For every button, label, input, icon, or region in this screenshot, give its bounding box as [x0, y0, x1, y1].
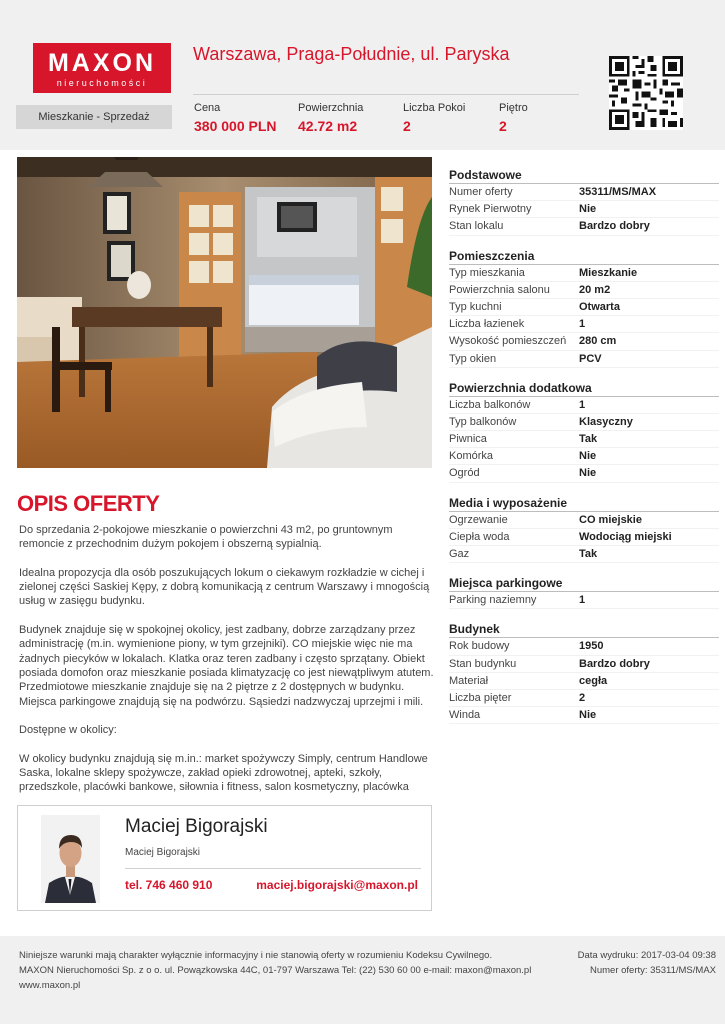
description-paragraph: W okolicy budynku znajdują się m.in.: market spożywczy Simply, centrum Handlowe Saska, lokalne sklepy spożywcze, zakład opieki zdrowotnej, apteki, szkoły, przedszkole, placówki bankowe, siłownia i fitness, salon kosmetyczny, placówka [19, 752, 428, 794]
stat-label: Piętro [499, 102, 528, 114]
stat-floor [499, 102, 528, 134]
detail-row [449, 656, 719, 673]
detail-label: Typ mieszkania [449, 266, 525, 279]
detail-value: Nie [579, 709, 597, 722]
detail-label: Stan budynku [449, 657, 517, 670]
detail-value: 35311/MS/MAX [579, 186, 657, 198]
description-paragraph: Idealna propozycja dla osób poszukujących lokum o ciekawym rozkładzie w cichej i zielonej części Saskiej Kępy, z dobrą komunikacją z centrum Warszawy i mnogością usług w zasięgu budynku. [19, 566, 430, 608]
detail-row [449, 638, 719, 655]
description-paragraph: Dostępne w okolicy: [19, 724, 117, 737]
detail-row [449, 316, 719, 333]
description-paragraph: Budynek znajduje się w spokojnej okolicy, jest zadbany, dobrze zarządzany przez administrację (m.in. wymienione piony, w tym grzejniki). CO miejskie więc nie ma żadnych piecyków w lokalach. Klatka oraz teren zadbany i często sprzątany. Obiekt posiada domofon oraz mieszkanie posiada klimatyzację co jest niewątpliwym atutem. Przedmiotowe mieszkanie znajduje się na 2 piętrze z 2 dostępnych w budynku. Miejsca parkingowe znajdują się na podwórzu. Sąsiedzi nadzwyczaj uprzejmi i mili. [19, 624, 434, 708]
stat-value: 2 [499, 118, 507, 134]
detail-value: 1 [579, 398, 586, 411]
section-title-parking: Miejsca parkingowe [449, 575, 719, 592]
detail-row [449, 184, 719, 201]
detail-label: Piwnica [449, 433, 487, 446]
detail-value: 2 [579, 691, 586, 704]
footer-offer-number: Numer oferty: 35311/MS/MAX [589, 965, 716, 976]
header [0, 0, 725, 150]
detail-value: Tak [579, 548, 598, 560]
detail-row [449, 299, 719, 316]
detail-label: Liczba łazienek [449, 318, 525, 331]
detail-row [449, 333, 719, 350]
stat-value: 380 000 PLN [194, 118, 277, 134]
detail-label: Typ balkonów [449, 415, 517, 428]
detail-value: Bardzo dobry [579, 220, 650, 233]
stat-area [298, 102, 363, 134]
qr-code-icon[interactable] [609, 56, 683, 130]
footer-company: MAXON Nieruchomości Sp. z o o. ul. Powązkowska 44C, 01-797 Warszawa Tel: (22) 530 60 00 e-mail: maxon@maxon.pl www.maxon.pl [19, 965, 532, 991]
property-photo[interactable] [17, 157, 432, 468]
detail-label: Winda [449, 709, 481, 722]
agent-email-link[interactable]: maciej.bigorajski@maxon.pl [256, 878, 418, 892]
logo-subtitle: nieruchomości [56, 78, 148, 88]
stat-price [194, 102, 277, 134]
detail-row [449, 431, 719, 448]
detail-row [449, 529, 719, 546]
detail-value: Wodociąg miejski [579, 530, 672, 543]
detail-value: 20 m2 [579, 283, 611, 296]
detail-value: 1 [579, 594, 586, 607]
stat-rooms [403, 102, 465, 134]
footer-disclaimer: Niniejsze warunki mają charakter wyłącznie informacyjny i nie stanowią oferty w rozumieniu Kodeksu Cywilnego. [19, 950, 493, 961]
detail-row [449, 282, 719, 299]
maxon-logo[interactable] [33, 43, 171, 93]
detail-label: Liczba pięter [449, 691, 512, 704]
detail-row [449, 448, 719, 465]
agent-subtitle: Maciej Bigorajski [125, 847, 201, 858]
property-address: Warszawa, Praga-Południe, ul. Paryska [193, 44, 510, 64]
detail-row [449, 218, 719, 235]
detail-row [449, 465, 719, 482]
detail-row [449, 673, 719, 690]
agent-phone-link[interactable]: tel. 746 460 910 [125, 878, 213, 892]
print-date: Data wydruku: 2017-03-04 09:38 [577, 950, 716, 961]
detail-row [449, 592, 719, 609]
detail-label: Liczba balkonów [449, 398, 531, 411]
footer-info [19, 948, 579, 993]
detail-label: Parking naziemny [449, 594, 537, 607]
agent-avatar [41, 815, 100, 903]
detail-label: Materiał [449, 674, 489, 687]
detail-label: Rok budowy [449, 640, 510, 653]
detail-row [449, 201, 719, 218]
detail-value: CO miejskie [579, 513, 642, 526]
section-title-basic: Podstawowe [449, 167, 719, 184]
stat-value: 42.72 m2 [298, 118, 358, 134]
detail-label: Numer oferty [449, 186, 513, 198]
section-title-building: Budynek [449, 621, 719, 638]
description-paragraph: Do sprzedania 2-pokojowe mieszkanie o powierzchni 43 m2, po gruntownym remoncie z przechodnim dużym pokojem i obszerną sypialnią. [19, 524, 393, 551]
detail-label: Ogród [449, 467, 480, 480]
detail-value: Tak [579, 433, 598, 446]
agent-card [17, 805, 432, 911]
detail-row [449, 707, 719, 724]
detail-value: PCV [579, 352, 602, 365]
detail-value: Nie [579, 467, 597, 480]
detail-label: Powierzchnia salonu [449, 283, 550, 296]
section-title-extra: Powierzchnia dodatkowa [449, 380, 719, 397]
stat-label: Liczba Pokoi [403, 102, 466, 114]
stat-label: Powierzchnia [298, 102, 364, 114]
detail-value: 1950 [579, 640, 604, 653]
detail-value: Otwarta [579, 300, 620, 313]
detail-value: Nie [579, 203, 597, 216]
detail-row [449, 512, 719, 529]
stat-label: Cena [194, 102, 221, 114]
agent-name: Maciej Bigorajski [125, 816, 268, 837]
stat-value: 2 [403, 118, 411, 134]
logo-name: MAXON [47, 49, 157, 77]
detail-value: 1 [579, 318, 586, 331]
detail-value: cegła [579, 674, 608, 687]
footer-meta [578, 948, 716, 978]
detail-label: Stan lokalu [449, 220, 504, 233]
detail-row [449, 397, 719, 414]
section-title-rooms: Pomieszczenia [449, 248, 719, 265]
description-text [19, 523, 439, 809]
footer [0, 936, 725, 1024]
detail-row [449, 546, 719, 563]
details-panel [449, 167, 719, 724]
detail-row [449, 265, 719, 282]
detail-label: Typ okien [449, 352, 497, 365]
detail-row [449, 414, 719, 431]
description-title: OPIS OFERTY [17, 491, 160, 516]
detail-label: Wysokość pomieszczeń [449, 335, 567, 348]
divider [125, 868, 421, 869]
detail-value: Nie [579, 450, 597, 463]
detail-row [449, 351, 719, 368]
section-title-media: Media i wyposażenie [449, 495, 719, 512]
detail-label: Komórka [449, 450, 494, 463]
detail-label: Rynek Pierwotny [449, 203, 532, 216]
detail-label: Typ kuchni [449, 300, 502, 313]
detail-label: Ogrzewanie [449, 513, 508, 526]
divider [193, 94, 579, 95]
detail-label: Gaz [449, 548, 470, 560]
detail-label: Ciepła woda [449, 530, 510, 543]
detail-value: Klasyczny [579, 415, 633, 428]
offer-type-badge: Mieszkanie - Sprzedaż [16, 105, 172, 129]
detail-value: Bardzo dobry [579, 657, 650, 670]
detail-value: 280 cm [579, 335, 617, 348]
detail-row [449, 690, 719, 707]
detail-value: Mieszkanie [579, 266, 638, 279]
